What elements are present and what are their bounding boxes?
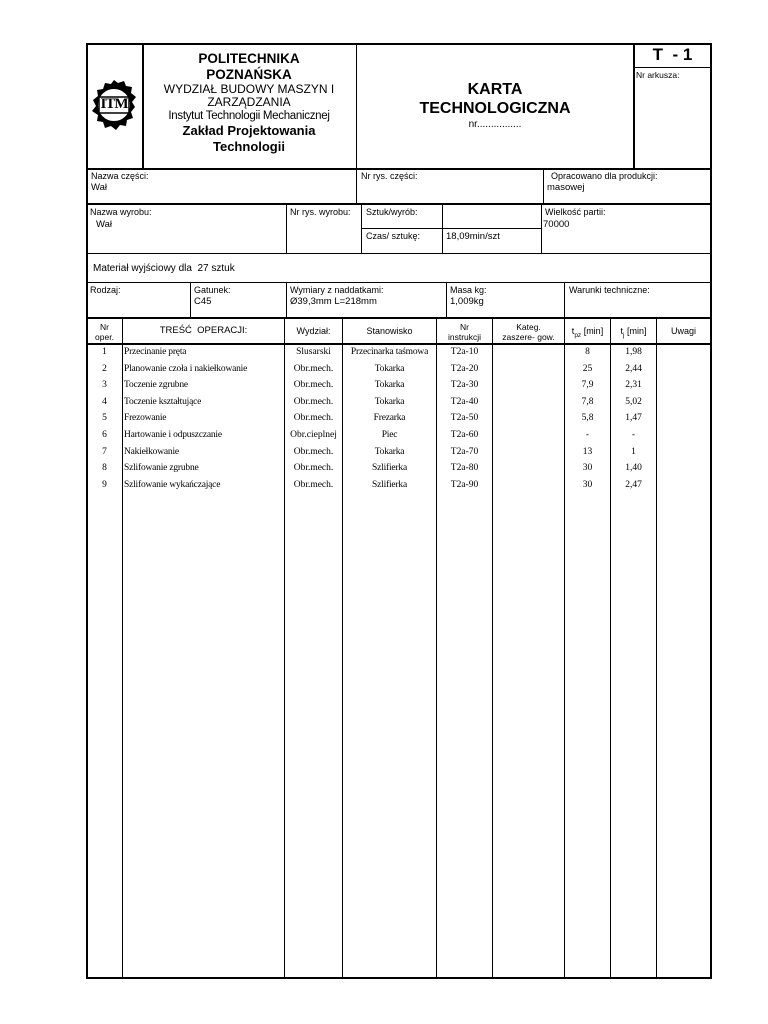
material-type-label: Rodzaj: — [90, 285, 121, 295]
university-name — [143, 51, 355, 155]
op-number: 1 — [102, 347, 107, 357]
op-tj: - — [631, 430, 636, 440]
product-drawing-label: Nr rys. wyrobu: — [290, 207, 351, 217]
op-instruction: T2a-60 — [450, 430, 479, 440]
op-content: Planowanie czoła i nakiełkowanie — [124, 363, 248, 374]
op-tj: 1,98 — [625, 347, 642, 357]
column-header-department: Wydział: — [296, 326, 331, 336]
column-header-tj-main: t — [620, 326, 624, 336]
sheet-number-label: Nr arkusza: — [636, 70, 680, 80]
time-per-piece-value: 18,09min/szt — [446, 231, 500, 242]
column-header-tpz-main: t — [571, 326, 575, 336]
faculty-name-line2: ZARZĄDZANIA — [207, 95, 291, 109]
column-header-instruction-line1: Nr — [460, 322, 469, 332]
card-title-line2: TECHNOLOGICZNA — [419, 100, 571, 117]
column-header-instruction-line2: instrukcji — [447, 332, 482, 342]
op-tpz: 30 — [582, 463, 593, 474]
column-header-category-line2: zaszere- gow. — [502, 332, 555, 342]
op-number: 3 — [102, 380, 107, 391]
mass-label: Masa kg: — [450, 285, 487, 295]
op-instruction: T2a-20 — [450, 363, 479, 374]
technical-conditions-label: Warunki techniczne: — [569, 285, 650, 295]
op-department: Obr.mech. — [293, 380, 334, 391]
part-drawing-label: Nr rys. części: — [361, 171, 418, 181]
op-instruction: T2a-30 — [450, 380, 479, 391]
material-grade-label: Gatunek: — [194, 285, 231, 295]
column-header-notes: Uwagi — [670, 326, 696, 336]
op-department: Obr.mech. — [293, 363, 334, 374]
op-instruction: T2a-80 — [450, 463, 479, 474]
op-tj: 2,44 — [625, 363, 642, 374]
column-header-tj — [611, 325, 656, 342]
op-station: Szlifierka — [372, 463, 407, 474]
op-instruction: T2a-90 — [450, 479, 479, 490]
op-content: Frezowanie — [124, 413, 167, 424]
column-header-station: Stanowisko — [366, 326, 413, 336]
op-tpz: 25 — [582, 363, 593, 374]
pieces-per-product-label: Sztuk/wyrób: — [366, 207, 418, 217]
university-name-line2: POZNAŃSKA — [206, 67, 292, 82]
dimensions-value: Ø39,3mm L=218mm — [290, 296, 377, 307]
op-number: 6 — [102, 430, 107, 440]
op-station: Piec — [381, 430, 398, 440]
card-title — [357, 80, 633, 131]
op-tj: 1 — [631, 446, 636, 457]
faculty-name-line1: WYDZIAŁ BUDOWY MASZYN I — [163, 82, 335, 96]
op-tpz: 7,9 — [581, 380, 594, 391]
part-name-label: Nazwa części: — [91, 171, 149, 181]
op-tj: 2,47 — [625, 479, 642, 490]
op-content: Nakiełkowanie — [124, 446, 179, 457]
op-number: 7 — [102, 446, 107, 457]
department-name-line1: Zakład Projektowania — [182, 123, 316, 138]
column-header-tj-sub: j — [623, 331, 625, 339]
op-station: Frezarka — [373, 413, 406, 424]
column-header-category-line1: Kateg. — [516, 322, 541, 332]
op-tpz: - — [585, 430, 590, 440]
time-per-piece-label: Czas/ sztukę: — [366, 231, 421, 241]
column-header-tpz-sub: pz — [574, 331, 582, 339]
op-number: 2 — [102, 363, 107, 374]
batch-size-value: 70000 — [543, 219, 570, 230]
card-number: nr................ — [468, 119, 522, 130]
column-header-tj-unit: [min] — [624, 326, 647, 336]
op-instruction: T2a-10 — [450, 347, 479, 357]
op-tj: 2,31 — [625, 380, 642, 391]
card-title-line1: KARTA — [467, 81, 523, 98]
op-station: Szlifierka — [372, 479, 407, 490]
op-station: Przecinarka taśmowa — [350, 347, 429, 357]
op-tpz: 5,8 — [581, 413, 594, 424]
mass-value: 1,009kg — [450, 296, 484, 307]
op-department: Obr.mech. — [293, 463, 334, 474]
product-name-label: Nazwa wyrobu: — [90, 207, 152, 217]
op-number: 8 — [102, 463, 107, 474]
op-content: Toczenie zgrubne — [124, 380, 188, 391]
column-header-content: TREŚĆ OPERACJI: — [159, 325, 248, 336]
university-name-line1: POLITECHNIKA — [198, 51, 300, 66]
production-type-value: masowej — [547, 182, 585, 193]
op-tj: 1,40 — [625, 463, 642, 474]
op-department: Obr.mech. — [293, 479, 334, 490]
op-instruction: T2a-70 — [450, 446, 479, 457]
column-header-instruction — [437, 322, 492, 342]
sheet-code: T - 1 — [652, 45, 693, 64]
op-number: 9 — [102, 479, 107, 490]
op-number: 5 — [102, 413, 107, 424]
op-number: 4 — [102, 396, 107, 407]
dimensions-label: Wymiary z naddatkami: — [290, 285, 384, 295]
op-department: Obr.mech. — [293, 396, 334, 407]
column-header-nr-line1: Nr — [100, 322, 109, 332]
op-department: Obr.cieplnej — [290, 430, 337, 440]
op-instruction: T2a-40 — [450, 396, 479, 407]
op-tpz: 13 — [582, 446, 593, 457]
op-content: Toczenie kształtujące — [124, 396, 202, 407]
department-name-line2: Technologii — [213, 139, 285, 154]
op-instruction: T2a-50 — [450, 413, 479, 424]
production-type-label: Opracowano dla produkcji: — [551, 171, 658, 181]
op-tpz: 30 — [582, 479, 593, 490]
source-material-text: Materiał wyjściowy dla 27 sztuk — [93, 263, 235, 274]
op-station: Tokarka — [374, 446, 405, 457]
logo-lettering: ITM — [100, 96, 128, 112]
part-name-value: Wał — [91, 182, 108, 193]
op-station: Tokarka — [374, 363, 405, 374]
column-header-nr-line2: oper. — [95, 332, 114, 342]
batch-size-label: Wielkość partii: — [545, 207, 606, 217]
material-grade-value: C45 — [194, 296, 212, 307]
op-tpz: 8 — [585, 347, 590, 357]
op-station: Tokarka — [374, 380, 405, 391]
op-content: Szlifowanie wykańczające — [124, 479, 221, 490]
op-station: Tokarka — [374, 396, 405, 407]
op-content: Hartowanie i odpuszczanie — [124, 430, 222, 440]
column-header-nr — [87, 322, 122, 342]
column-header-category — [493, 322, 564, 342]
institute-name: Instytut Technologii Mechanicznej — [168, 110, 330, 122]
op-tpz: 7,8 — [581, 396, 594, 407]
op-department: Obr.mech. — [293, 413, 334, 424]
product-name-value: Wał — [96, 219, 113, 230]
op-content: Przecinanie pręta — [124, 347, 187, 357]
column-header-tpz — [565, 325, 610, 342]
op-content: Szlifowanie zgrubne — [124, 463, 199, 474]
op-tj: 1,47 — [625, 413, 642, 424]
op-department: Obr.mech. — [293, 446, 334, 457]
op-department: Slusarski — [296, 347, 331, 357]
op-tj: 5,02 — [625, 396, 642, 407]
column-header-tpz-unit: [min] — [581, 326, 604, 336]
